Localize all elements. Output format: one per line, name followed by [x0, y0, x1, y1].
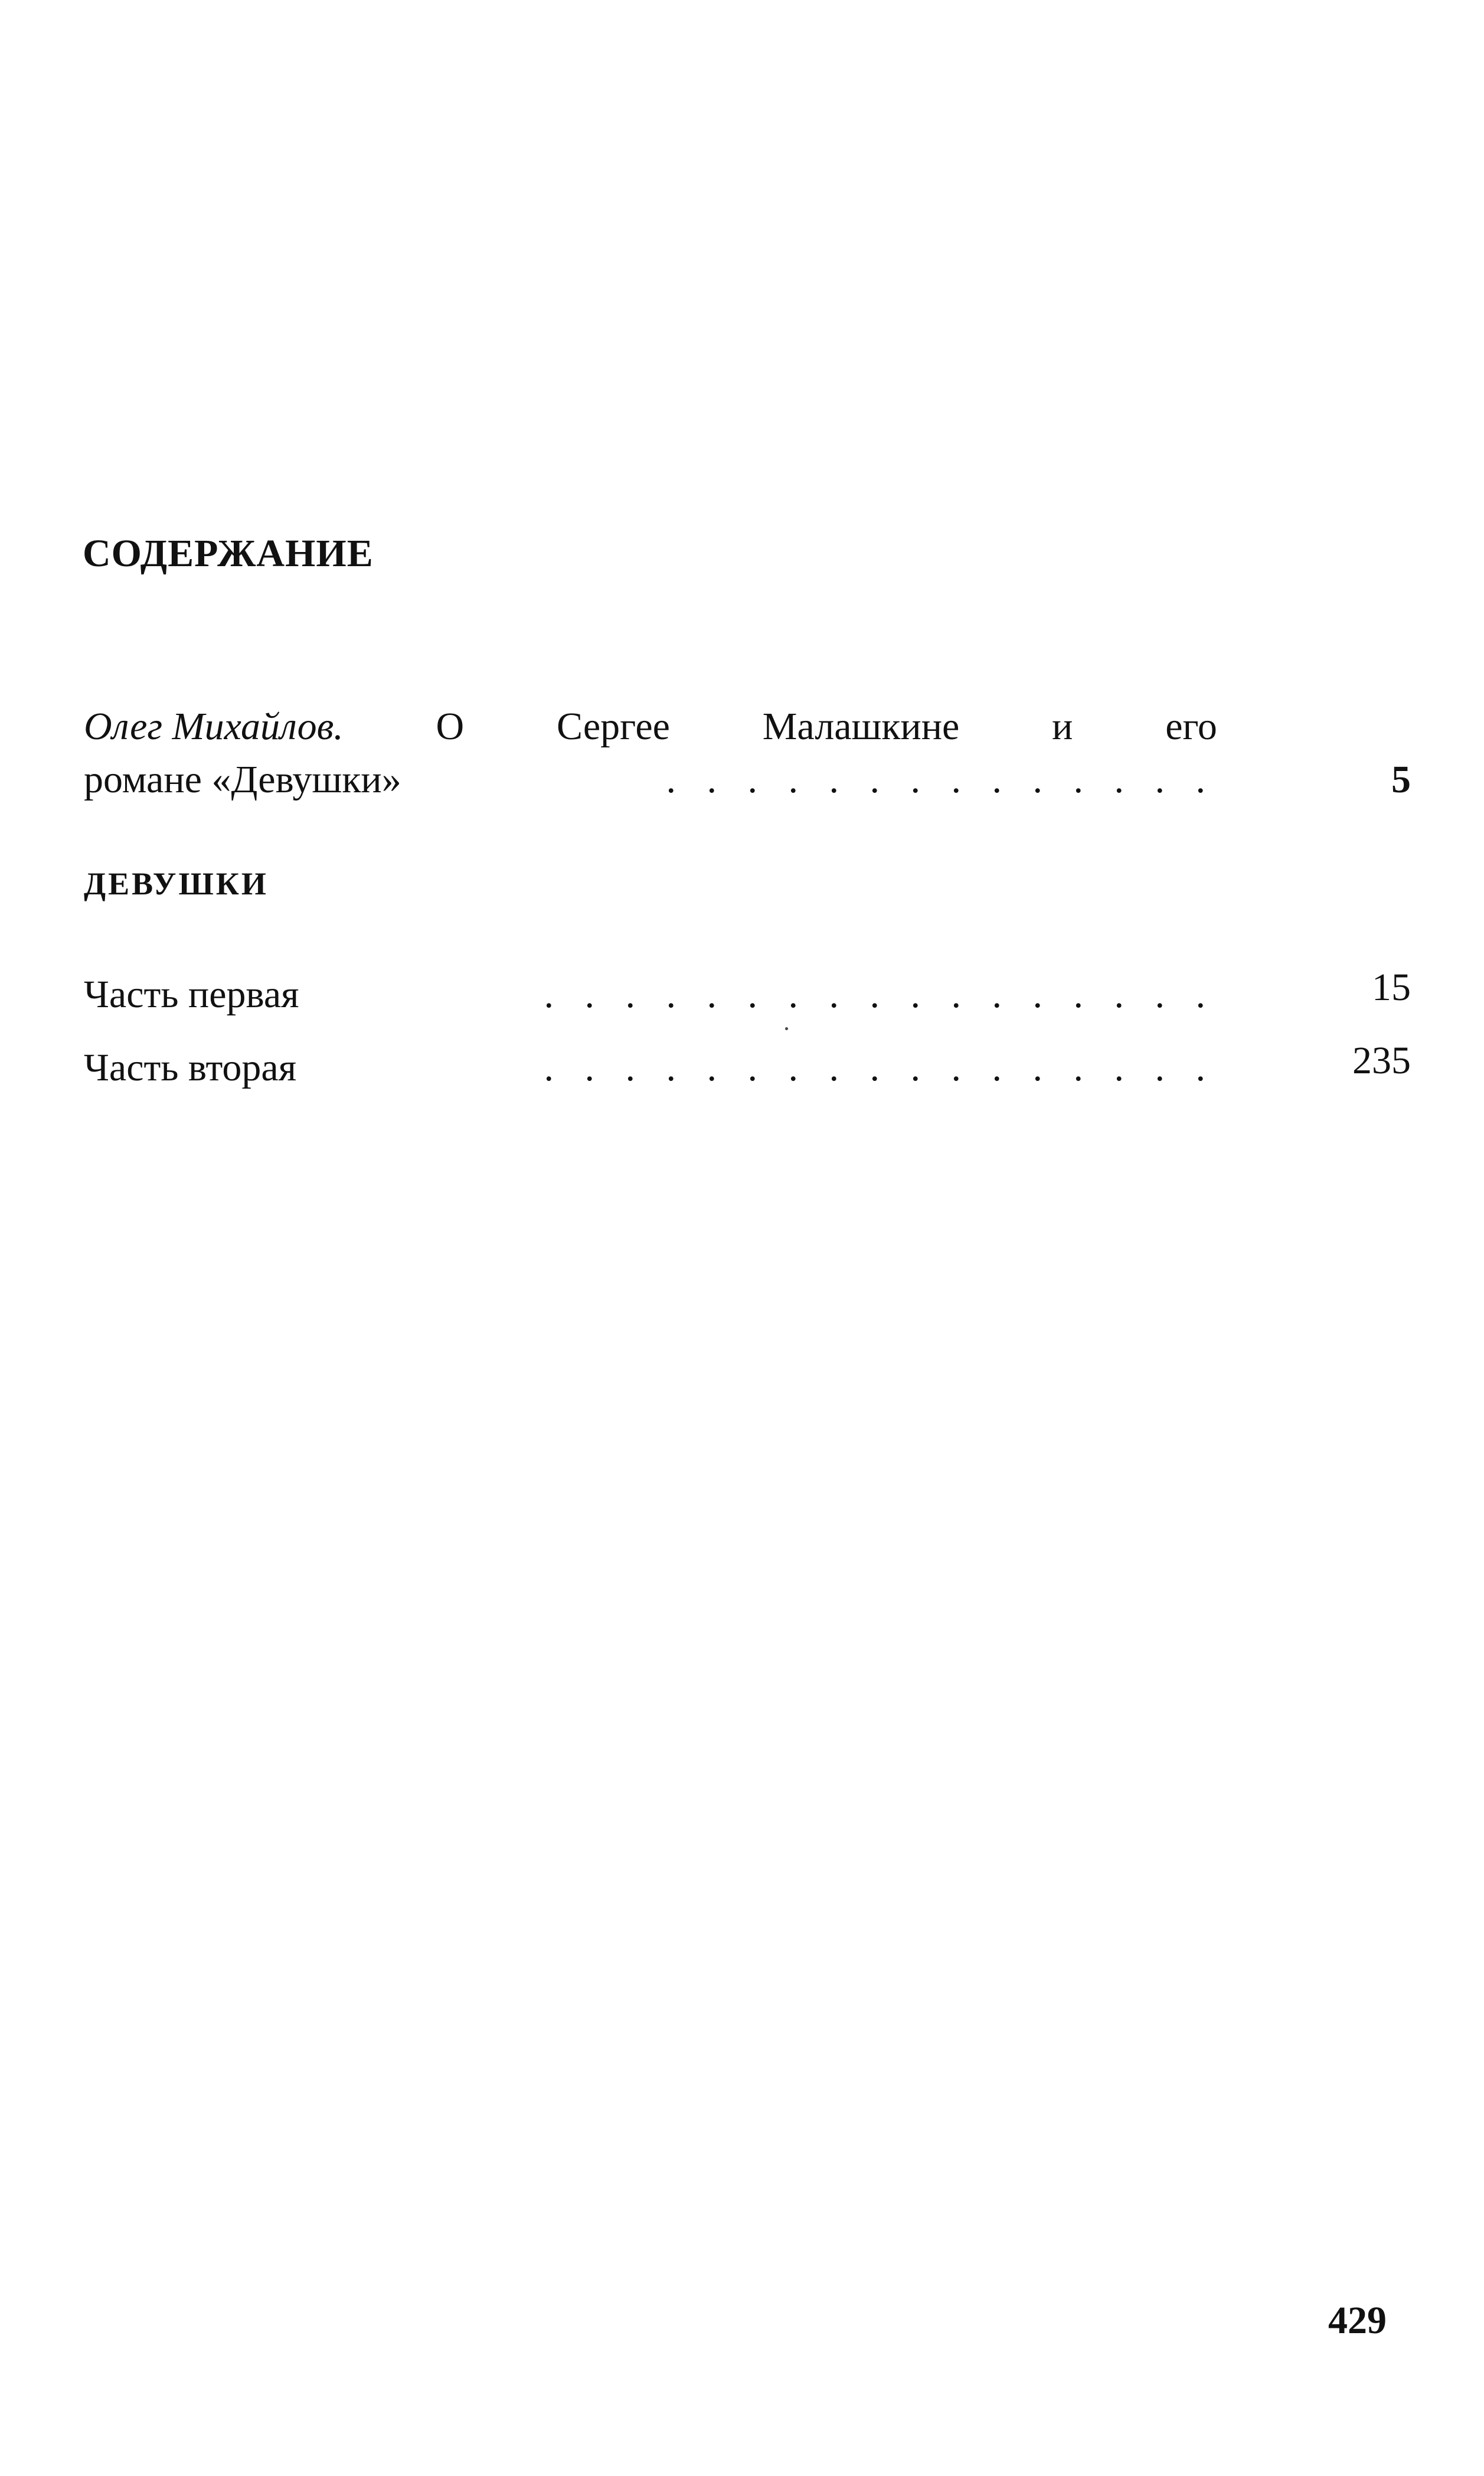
toc-part-page: 235: [1352, 1039, 1411, 1082]
toc-entry-word: О: [436, 705, 465, 748]
section-title: ДЕВУШКИ: [84, 866, 269, 901]
toc-entry-word: и: [1052, 705, 1073, 748]
toc-entry-word: его: [1165, 705, 1217, 748]
toc-part-leader: . . . . . . . . . . . . . . . . .: [544, 1046, 1216, 1089]
toc-part-page: 15: [1372, 966, 1411, 1009]
toc-entry-title: романе «Девушки»: [84, 758, 401, 801]
page-number: 429: [1328, 2299, 1387, 2342]
toc-entry-author: Олег Михайлов.: [84, 705, 344, 748]
toc-part-leader: . . . . . . . . . . . . . . . . .: [544, 973, 1216, 1016]
toc-part-label-text: Часть первая: [84, 973, 299, 1016]
print-speck: [785, 1027, 788, 1030]
toc-entry-line-1: [84, 707, 1217, 746]
toc-entry-word: Сергее: [557, 705, 670, 748]
toc-entry-word: Малашкине: [762, 705, 960, 748]
contents-heading: СОДЕРЖАНИЕ: [83, 532, 374, 575]
toc-part-label-text: Часть вторая: [84, 1046, 297, 1089]
toc-entry-leader: . . . . . . . . . . . . . .: [666, 758, 1216, 801]
toc-entry-page: 5: [1391, 758, 1411, 801]
